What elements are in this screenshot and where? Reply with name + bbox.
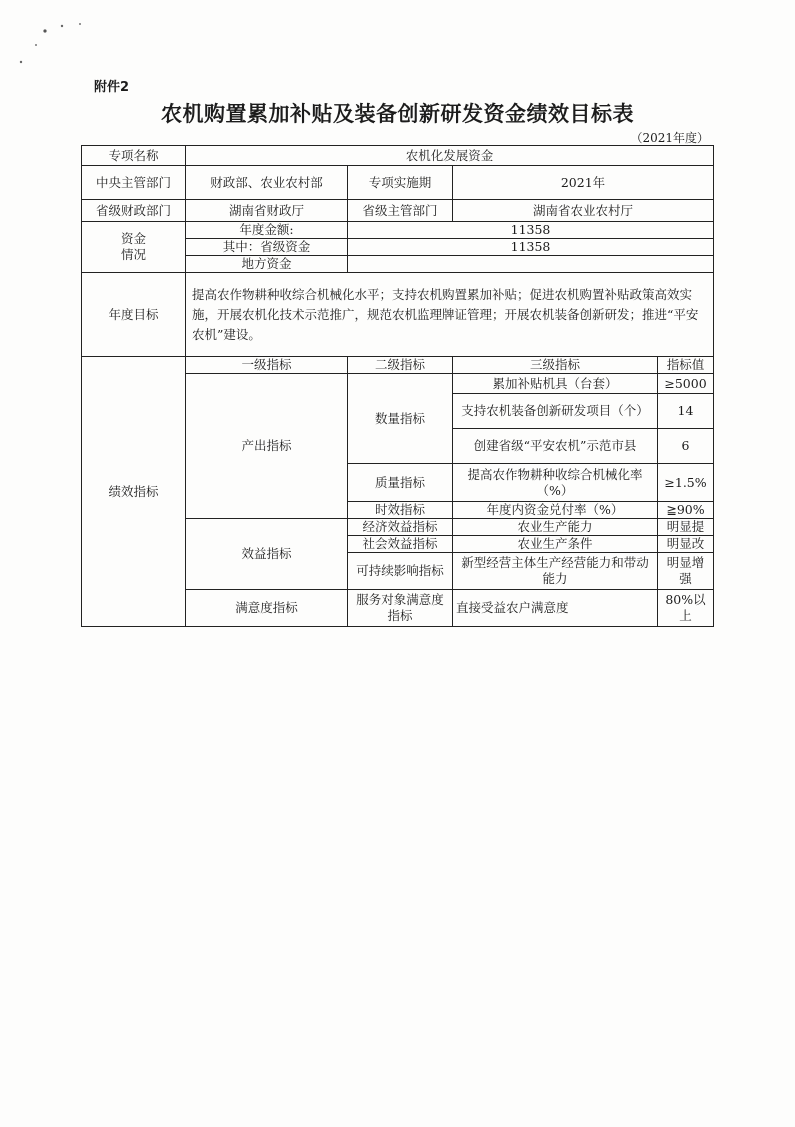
satisfaction-sub-label: 服务对象满意度指标 xyxy=(348,590,453,627)
prov-dept-value: 湖南省农业农村厅 xyxy=(453,200,714,222)
social-indicator-label: 社会效益指标 xyxy=(348,536,453,553)
sustain-name: 新型经营主体生产经营能力和带动能力 xyxy=(453,553,658,590)
time-indicator-label: 时效指标 xyxy=(348,502,453,519)
header-level3: 三级指标 xyxy=(453,357,658,374)
sustain-indicator-label: 可持续影响指标 xyxy=(348,553,453,590)
satisfaction-indicator-label: 满意度指标 xyxy=(186,590,348,627)
central-dept-label: 中央主管部门 xyxy=(82,166,186,200)
local-funds-value xyxy=(348,256,714,273)
time-value: ≧90% xyxy=(658,502,714,519)
econ-name: 农业生产能力 xyxy=(453,519,658,536)
local-funds-label: 地方资金 xyxy=(186,256,348,273)
sustain-value: 明显增强 xyxy=(658,553,714,590)
q1-name: 累加补贴机具（台套） xyxy=(453,374,658,394)
annual-target-text: 提高农作物耕种收综合机械化水平；支持农机购置累加补贴；促进农机购置补贴政策高效实施，开展农机化技术示范推广，规范农机监理牌证管理；开展农机装备创新研发；推进“平安农机”建设。 xyxy=(186,273,714,357)
annual-amount-label: 年度金额: xyxy=(186,222,348,239)
social-value: 明显改 xyxy=(658,536,714,553)
quality-indicator-label: 质量指标 xyxy=(348,464,453,502)
quality-value: ≥1.5% xyxy=(658,464,714,502)
header-level1: 一级指标 xyxy=(186,357,348,374)
provincial-funds-value: 11358 xyxy=(348,239,714,256)
econ-indicator-label: 经济效益指标 xyxy=(348,519,453,536)
satisfaction-value: 80%以上 xyxy=(658,590,714,627)
satisfaction-name: 直接受益农户满意度 xyxy=(453,590,658,627)
document-title: 农机购置累加补贴及装备创新研发资金绩效目标表 xyxy=(161,102,634,126)
year-note: （2021年度） xyxy=(630,131,709,145)
project-name-label: 专项名称 xyxy=(82,146,186,166)
benefit-indicator-label: 效益指标 xyxy=(186,519,348,590)
q1-value: ≥5000 xyxy=(658,374,714,394)
prov-finance-label: 省级财政部门 xyxy=(82,200,186,222)
performance-target-table xyxy=(81,145,714,627)
central-dept-value: 财政部、农业农村部 xyxy=(186,166,348,200)
project-name-value: 农机化发展资金 xyxy=(186,146,714,166)
annual-amount-value: 11358 xyxy=(348,222,714,239)
header-level2: 二级指标 xyxy=(348,357,453,374)
attachment-label: 附件2 xyxy=(94,80,130,95)
prov-finance-value: 湖南省财政厅 xyxy=(186,200,348,222)
quality-name: 提高农作物耕种收综合机械化率（%） xyxy=(453,464,658,502)
annual-target-label: 年度目标 xyxy=(82,273,186,357)
quantity-indicator-label: 数量指标 xyxy=(348,374,453,464)
period-value: 2021年 xyxy=(453,166,714,200)
social-name: 农业生产条件 xyxy=(453,536,658,553)
performance-label: 绩效指标 xyxy=(82,357,186,627)
period-label: 专项实施期 xyxy=(348,166,453,200)
q3-value: 6 xyxy=(658,429,714,464)
econ-value: 明显提 xyxy=(658,519,714,536)
q2-value: 14 xyxy=(658,394,714,429)
header-value: 指标值 xyxy=(658,357,714,374)
q2-name: 支持农机装备创新研发项目（个） xyxy=(453,394,658,429)
provincial-funds-label: 其中：省级资金 xyxy=(186,239,348,256)
output-indicator-label: 产出指标 xyxy=(186,374,348,519)
funds-label: 资金 情况 xyxy=(82,222,186,273)
q3-name: 创建省级“平安农机”示范市县 xyxy=(453,429,658,464)
time-name: 年度内资金兑付率（%） xyxy=(453,502,658,519)
prov-dept-label: 省级主管部门 xyxy=(348,200,453,222)
